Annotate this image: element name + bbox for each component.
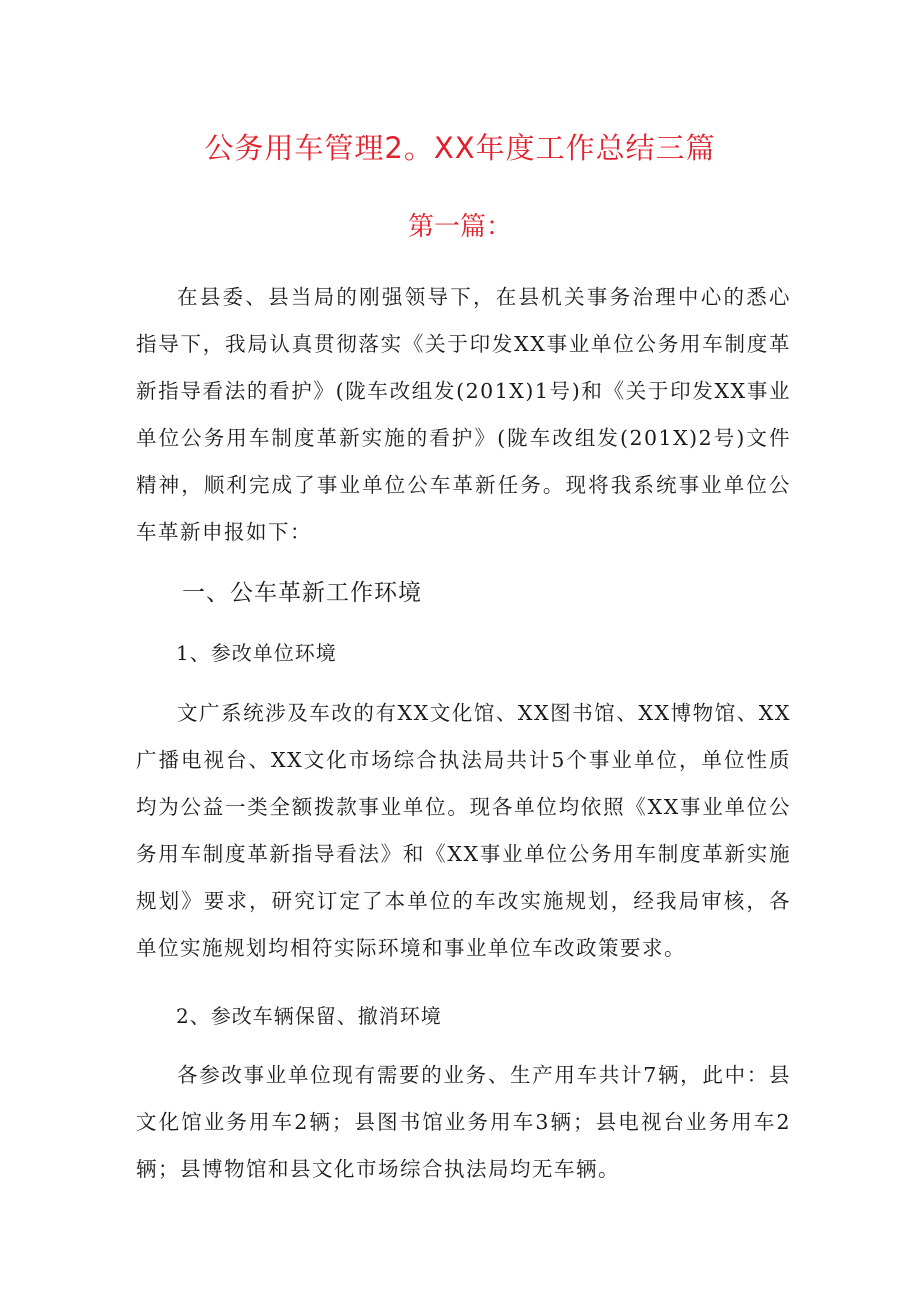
section-title: 第一篇： xyxy=(407,212,512,242)
document-title: 公务用车管理2。XX年度工作总结三篇 xyxy=(204,131,716,165)
subheading-vehicles: 2、参改车辆保留、撤消环境 xyxy=(176,1004,442,1028)
heading-environment: 一、公车革新工作环境 xyxy=(182,580,422,606)
paragraph-units: 文广系统涉及车改的有XX文化馆、XX图书馆、XX博物馆、XX广播电视台、XX文化市场综合执法局共计5个事业单位，单位性质均为公益一类全额拨款事业单位。现各单位均依照《XX事业单位公务用车制度革新指导看法》和《XX事业单位公务用车制度革新实施规划》要求，研究订定了本单位的车改实施规划，经我局审核，各单位实施规划均相符实际环境和事业单位车改政策要求。 xyxy=(136,701,791,960)
paragraph-vehicles: 各参改事业单位现有需要的业务、生产用车共计7辆，此中：县文化馆业务用车2辆；县图书馆业务用车3辆；县电视台业务用车2辆；县博物馆和县文化市场综合执法局均无车辆。 xyxy=(136,1063,791,1181)
paragraph-intro: 在县委、县当局的刚强领导下，在县机关事务治理中心的悉心指导下，我局认真贯彻落实《关于印发XX事业单位公务用车制度革新指导看法的看护》(陇车改组发(201X)1号)和《关于印发XX事业单位公务用车制度革新实施的看护》(陇车改组发(201X)2号)文件精神，顺利完成了事业单位公车革新任务。现将我系统事业单位公车革新申报如下： xyxy=(136,285,791,544)
subheading-units: 1、参改单位环境 xyxy=(176,641,337,665)
